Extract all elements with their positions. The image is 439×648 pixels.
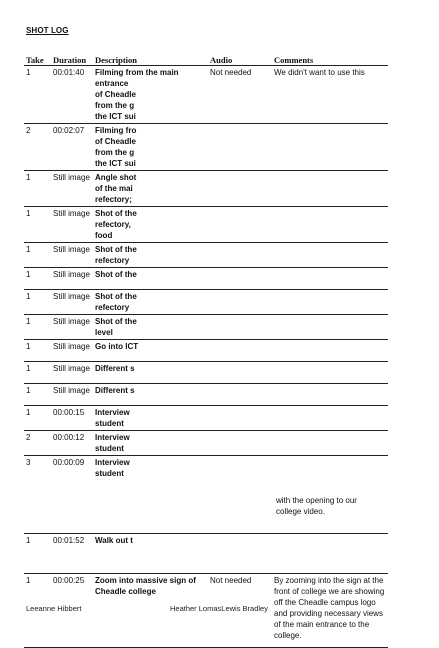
header-duration: Duration	[51, 54, 93, 66]
description-cell	[93, 207, 208, 243]
description-line: refectory,	[95, 220, 131, 229]
audio-cell	[208, 431, 272, 456]
duration-cell: Still image	[51, 268, 93, 290]
audio-cell	[208, 406, 272, 431]
table-row	[24, 268, 388, 290]
comment-cell: We didn't want to use this	[272, 66, 388, 124]
description-line: student	[95, 419, 124, 428]
description-cell	[93, 534, 208, 574]
duration-cell: Still image	[51, 384, 93, 406]
header-description: Description	[93, 54, 208, 66]
table-row	[24, 362, 388, 384]
audio-cell	[208, 340, 272, 362]
shot-log-table	[24, 54, 388, 648]
table-row	[24, 534, 388, 574]
description-cell	[93, 66, 208, 124]
description-cell	[93, 171, 208, 207]
duration-cell: 00:00:12	[51, 431, 93, 456]
duration-cell: 00:00:25	[51, 574, 93, 648]
description-line: level	[95, 328, 113, 337]
description-line: Interview	[95, 433, 130, 442]
take-cell: 1	[24, 66, 51, 124]
description-line: student	[95, 469, 124, 478]
description-line: student	[95, 444, 124, 453]
description-line: food	[95, 231, 113, 240]
comment-cell	[272, 207, 388, 243]
description-line: Different s	[95, 386, 135, 395]
take-cell: 1	[24, 574, 51, 648]
comment-cell	[272, 171, 388, 207]
duration-cell: Still image	[51, 207, 93, 243]
take-cell: 2	[24, 124, 51, 171]
audio-cell	[208, 384, 272, 406]
comment-cell	[272, 362, 388, 384]
duration-cell: Still image	[51, 315, 93, 340]
header-audio: Audio	[208, 54, 272, 66]
take-cell: 2	[24, 431, 51, 456]
take-cell: 1	[24, 268, 51, 290]
description-line: Zoom into massive sign of	[95, 576, 196, 585]
description-line: Different s	[95, 364, 135, 373]
audio-cell	[208, 207, 272, 243]
comment-cell: By zooming into the sign at the front of college we are showing off the Cheadle campus logo and providing necessary views of the main entrance to the college.	[272, 574, 388, 648]
take-cell: 1	[24, 171, 51, 207]
description-line: Filming from the main entrance	[95, 68, 179, 88]
comment-cell	[272, 534, 388, 574]
table-row	[24, 124, 388, 171]
take-cell: 1	[24, 315, 51, 340]
comment-cell	[272, 124, 388, 171]
comment-cell	[272, 290, 388, 315]
duration-cell: 00:00:09	[51, 456, 93, 534]
description-cell	[93, 315, 208, 340]
table-row	[24, 243, 388, 268]
duration-cell: 00:02:07	[51, 124, 93, 171]
comment-cell	[272, 315, 388, 340]
description-cell	[93, 290, 208, 315]
description-cell	[93, 268, 208, 290]
description-line: of Cheadle	[95, 90, 136, 99]
table-row	[24, 340, 388, 362]
duration-cell: Still image	[51, 362, 93, 384]
audio-cell	[208, 315, 272, 340]
take-cell: 1	[24, 384, 51, 406]
take-cell: 1	[24, 207, 51, 243]
description-line: Angle shot	[95, 173, 137, 182]
table-row	[24, 207, 388, 243]
shot-log-body	[24, 66, 388, 648]
audio-cell	[208, 124, 272, 171]
take-cell: 1	[24, 406, 51, 431]
duration-cell: 00:01:40	[51, 66, 93, 124]
audio-cell: Not needed	[208, 66, 272, 124]
take-cell: 1	[24, 243, 51, 268]
overflow-comment-hidden: with the opening to our	[276, 496, 357, 505]
header-comments: Comments	[272, 54, 388, 66]
description-cell	[93, 431, 208, 456]
description-line: Cheadle college	[95, 587, 156, 596]
table-header-row	[24, 54, 388, 66]
description-line: Shot of the	[95, 209, 137, 218]
table-row	[24, 66, 388, 124]
description-line: Shot of the	[95, 292, 137, 301]
table-row	[24, 171, 388, 207]
description-line: Go into ICT	[95, 342, 139, 351]
description-cell	[93, 362, 208, 384]
comment-cell	[272, 384, 388, 406]
description-cell	[93, 124, 208, 171]
audio-cell	[208, 268, 272, 290]
overflow-comment-visible: college video.	[276, 507, 325, 516]
description-cell	[93, 340, 208, 362]
duration-cell: Still image	[51, 340, 93, 362]
description-line: refectory	[95, 256, 130, 265]
comment-cell	[272, 340, 388, 362]
footer-author-right: Heather LomasLewis Bradley	[170, 604, 268, 613]
table-row	[24, 290, 388, 315]
take-cell: 1	[24, 290, 51, 315]
description-line: Shot of the	[95, 317, 137, 326]
description-line: Filming fro	[95, 126, 137, 135]
description-line: from the g	[95, 148, 135, 157]
description-line: Interview	[95, 458, 130, 467]
description-line: the ICT sui	[95, 159, 136, 168]
description-line: refectory;	[95, 195, 132, 204]
comment-cell	[272, 268, 388, 290]
audio-cell	[208, 243, 272, 268]
comment-cell	[272, 243, 388, 268]
table-row	[24, 384, 388, 406]
audio-cell	[208, 534, 272, 574]
overflow-comment	[276, 496, 386, 517]
take-cell: 3	[24, 456, 51, 534]
table-row	[24, 406, 388, 431]
description-line: of Cheadle	[95, 137, 136, 146]
audio-cell	[208, 171, 272, 207]
header-take: Take	[24, 54, 51, 66]
duration-cell: Still image	[51, 243, 93, 268]
description-cell	[93, 406, 208, 431]
comment-cell	[272, 406, 388, 431]
footer-author-left: Leeanne Hibbert	[26, 604, 82, 613]
audio-cell	[208, 456, 272, 534]
page-title: SHOT LOG	[26, 26, 69, 35]
duration-cell: Still image	[51, 171, 93, 207]
audio-cell	[208, 290, 272, 315]
take-cell: 1	[24, 340, 51, 362]
description-line: Shot of the	[95, 270, 137, 279]
description-cell	[93, 456, 208, 534]
comment-cell	[272, 431, 388, 456]
audio-cell: Not needed	[208, 574, 272, 648]
duration-cell: 00:00:15	[51, 406, 93, 431]
duration-cell: 00:01:52	[51, 534, 93, 574]
description-cell	[93, 243, 208, 268]
table-row	[24, 315, 388, 340]
description-cell	[93, 384, 208, 406]
description-line: from the g	[95, 101, 135, 110]
description-line: Shot of the	[95, 245, 137, 254]
take-cell: 1	[24, 362, 51, 384]
description-line: refectory	[95, 303, 130, 312]
take-cell: 1	[24, 534, 51, 574]
table-row	[24, 431, 388, 456]
description-line: the ICT sui	[95, 112, 136, 121]
description-line: Interview	[95, 408, 130, 417]
duration-cell: Still image	[51, 290, 93, 315]
audio-cell	[208, 362, 272, 384]
description-line: Walk out t	[95, 536, 133, 545]
description-line: of the mai	[95, 184, 133, 193]
